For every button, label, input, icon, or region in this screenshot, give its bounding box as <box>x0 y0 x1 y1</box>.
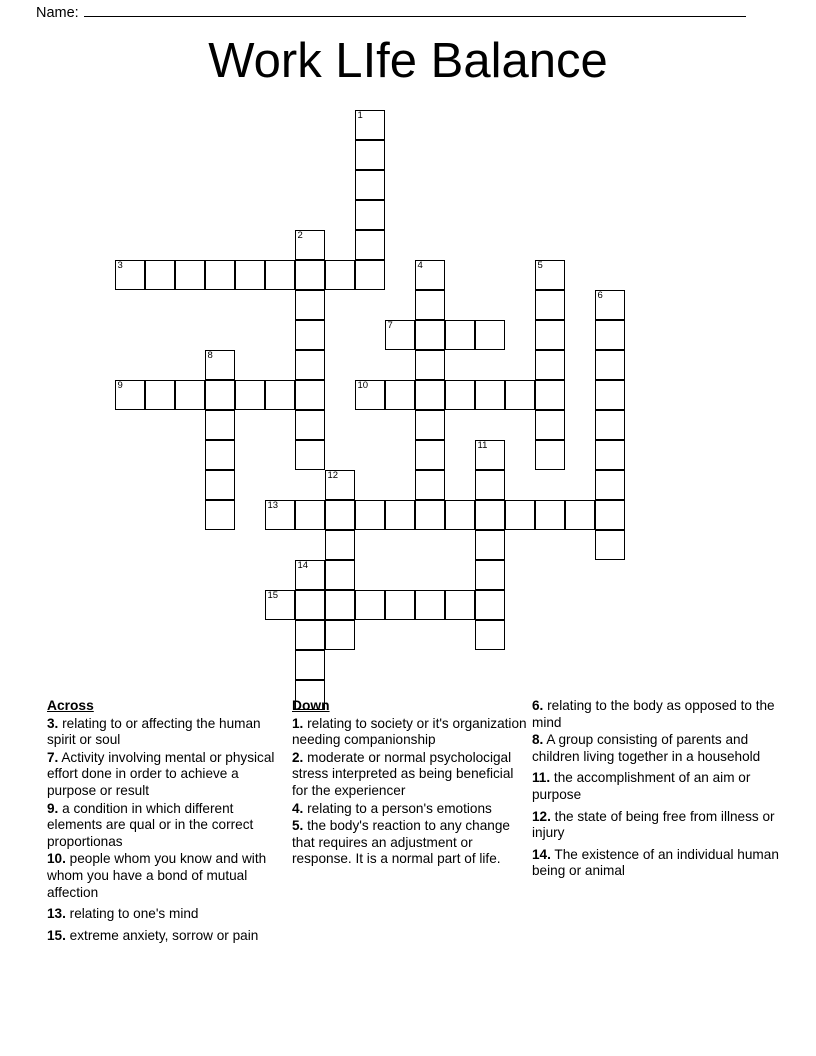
grid-cell[interactable] <box>595 440 625 470</box>
clue-text: moderate or normal psycholocigal stress interpreted as being beneficial for the experiencer <box>292 749 514 798</box>
grid-cell[interactable] <box>295 290 325 320</box>
clue-down-14[interactable] <box>532 847 782 880</box>
grid-cell-number: 2 <box>297 230 303 241</box>
grid-cell[interactable] <box>535 260 565 290</box>
grid-cell[interactable] <box>295 620 325 650</box>
grid-cell[interactable] <box>595 410 625 440</box>
grid-cell[interactable] <box>475 530 505 560</box>
grid-cell[interactable] <box>475 590 505 620</box>
clue-down-11[interactable] <box>532 770 782 803</box>
clue-number: 6. <box>532 698 544 713</box>
grid-cell-number: 11 <box>477 440 488 451</box>
grid-cell[interactable] <box>415 470 445 500</box>
clue-number: 8. <box>532 732 544 748</box>
clue-text: people whom you know and with whom you have a bond of mutual affection <box>47 851 267 900</box>
clue-down-1[interactable] <box>292 716 527 749</box>
name-label: Name: <box>36 5 79 21</box>
grid-cell[interactable] <box>595 350 625 380</box>
clue-across-9[interactable] <box>47 801 287 851</box>
grid-cell[interactable] <box>115 380 145 410</box>
grid-cell[interactable] <box>295 380 325 410</box>
clue-number: 11. <box>532 770 551 786</box>
grid-cell[interactable] <box>355 260 385 290</box>
grid-cell-number: 14 <box>297 560 309 571</box>
grid-cell[interactable] <box>265 500 295 530</box>
grid-cell[interactable] <box>295 320 325 350</box>
clue-text: Activity involving mental or physical effort done in order to achieve a purpose or result <box>47 749 275 798</box>
grid-cell[interactable] <box>265 590 295 620</box>
grid-cell[interactable] <box>415 380 445 410</box>
grid-cell-number: 9 <box>117 380 123 391</box>
clue-across-15[interactable] <box>47 928 287 945</box>
grid-cell[interactable] <box>355 170 385 200</box>
grid-cell[interactable] <box>325 560 355 590</box>
grid-cell[interactable] <box>595 320 625 350</box>
grid-cell[interactable] <box>415 410 445 440</box>
grid-cell[interactable] <box>385 590 415 620</box>
grid-cell[interactable] <box>235 380 265 410</box>
grid-cell[interactable] <box>505 380 535 410</box>
grid-cell[interactable] <box>325 260 355 290</box>
clue-text: relating to society or it's organization needing companionship <box>292 715 527 748</box>
clue-text: The existence of an individual human being or animal <box>532 846 779 879</box>
grid-cell[interactable] <box>415 320 445 350</box>
grid-cell-number: 10 <box>357 380 369 391</box>
clue-number: 12. <box>532 808 551 824</box>
grid-cell[interactable] <box>595 290 625 320</box>
grid-cell[interactable] <box>235 260 265 290</box>
grid-cell[interactable] <box>475 560 505 590</box>
grid-cell[interactable] <box>535 320 565 350</box>
grid-cell[interactable] <box>325 500 355 530</box>
clue-number: 2. <box>292 749 304 765</box>
grid-cell[interactable] <box>295 350 325 380</box>
grid-cell[interactable] <box>415 350 445 380</box>
clue-number: 3. <box>47 715 59 731</box>
grid-cell[interactable] <box>535 350 565 380</box>
clue-across-13[interactable] <box>47 906 287 923</box>
grid-cell[interactable] <box>325 620 355 650</box>
clue-text: relating to a person's emotions <box>303 800 492 816</box>
grid-cell[interactable] <box>295 260 325 290</box>
grid-cell[interactable] <box>535 500 565 530</box>
clue-text: relating to one's mind <box>65 906 199 922</box>
clues-column-down-2 <box>532 698 782 881</box>
grid-cell[interactable] <box>265 260 295 290</box>
grid-cell[interactable] <box>535 290 565 320</box>
clue-text: a condition in which different elements are qual or in the correct proportionas <box>47 800 254 849</box>
grid-cell[interactable] <box>145 380 175 410</box>
grid-cell[interactable] <box>595 380 625 410</box>
grid-cell[interactable] <box>175 380 205 410</box>
clue-down-8[interactable] <box>532 732 782 765</box>
grid-cell-number: 1 <box>357 110 363 121</box>
clues-column-across <box>47 698 287 945</box>
grid-cell[interactable] <box>445 500 475 530</box>
grid-cell[interactable] <box>385 380 415 410</box>
grid-cell[interactable] <box>325 470 355 500</box>
grid-cell-number: 6 <box>597 290 603 301</box>
grid-cell[interactable] <box>205 350 235 380</box>
grid-cell-number: 4 <box>417 260 423 271</box>
clue-down-12[interactable] <box>532 809 782 842</box>
clue-across-7[interactable] <box>47 750 287 800</box>
grid-cell[interactable] <box>445 590 475 620</box>
grid-cell[interactable] <box>385 320 415 350</box>
grid-cell[interactable] <box>355 110 385 140</box>
grid-cell-number: 13 <box>267 500 279 511</box>
grid-cell[interactable] <box>535 380 565 410</box>
grid-cell[interactable] <box>475 470 505 500</box>
clues-section <box>0 698 816 945</box>
grid-cell[interactable] <box>295 590 325 620</box>
clue-number: 13. <box>47 906 66 922</box>
grid-cell[interactable] <box>445 380 475 410</box>
clue-down-4[interactable] <box>292 801 527 818</box>
grid-cell-number: 3 <box>117 260 123 271</box>
grid-cell[interactable] <box>415 290 445 320</box>
grid-cell[interactable] <box>475 380 505 410</box>
clue-down-6[interactable] <box>532 698 782 731</box>
clue-text: the accomplishment of an aim or purpose <box>532 770 751 802</box>
grid-cell[interactable] <box>175 260 205 290</box>
grid-cell-number: 15 <box>267 590 279 601</box>
clue-number: 7. <box>47 749 59 765</box>
grid-cell[interactable] <box>355 200 385 230</box>
grid-cell[interactable] <box>505 500 535 530</box>
grid-cell[interactable] <box>595 500 625 530</box>
grid-cell[interactable] <box>295 560 325 590</box>
grid-cell[interactable] <box>295 230 325 260</box>
clue-text: extreme anxiety, sorrow or pain <box>65 927 259 943</box>
grid-cell[interactable] <box>535 410 565 440</box>
clue-down-2[interactable] <box>292 750 527 800</box>
grid-cell[interactable] <box>415 590 445 620</box>
grid-cell[interactable] <box>295 440 325 470</box>
grid-cell[interactable] <box>595 470 625 500</box>
clue-number: 15. <box>47 927 66 943</box>
grid-cell[interactable] <box>415 260 445 290</box>
grid-cell[interactable] <box>415 440 445 470</box>
grid-cell[interactable] <box>475 320 505 350</box>
down-heading: Down <box>292 698 330 713</box>
grid-cell[interactable] <box>115 260 145 290</box>
grid-cell-number: 8 <box>207 350 213 361</box>
clue-number: 10. <box>47 851 66 867</box>
grid-cell[interactable] <box>295 650 325 680</box>
grid-cell[interactable] <box>325 530 355 560</box>
clue-across-3[interactable] <box>47 716 287 749</box>
grid-cell[interactable] <box>595 530 625 560</box>
grid-cell[interactable] <box>415 500 445 530</box>
grid-cell[interactable] <box>205 380 235 410</box>
grid-cell[interactable] <box>445 320 475 350</box>
grid-cell[interactable] <box>475 620 505 650</box>
grid-cell[interactable] <box>325 590 355 620</box>
clue-text: relating to the body as opposed to the mind <box>532 698 775 730</box>
clue-number: 14. <box>532 846 551 862</box>
clue-number: 1. <box>292 715 304 731</box>
grid-cell-number: 5 <box>537 260 543 271</box>
grid-cell[interactable] <box>355 590 385 620</box>
grid-cell[interactable] <box>205 260 235 290</box>
grid-cell-number: 12 <box>327 470 339 481</box>
clue-text: A group consisting of parents and children living together in a household <box>532 732 761 764</box>
grid-cell[interactable] <box>265 380 295 410</box>
grid-cell[interactable] <box>565 500 595 530</box>
grid-cell[interactable] <box>385 500 415 530</box>
grid-cell[interactable] <box>205 500 235 530</box>
grid-cell[interactable] <box>295 500 325 530</box>
clue-text: relating to or affecting the human spirit or soul <box>47 715 261 748</box>
clue-text: the body's reaction to any change that requires an adjustment or response. It is a normal part of life. <box>292 818 510 867</box>
grid-cell[interactable] <box>355 230 385 260</box>
grid-cell[interactable] <box>355 140 385 170</box>
clue-number: 4. <box>292 800 304 816</box>
clue-down-5[interactable] <box>292 818 527 868</box>
grid-cell[interactable] <box>475 440 505 470</box>
across-heading: Across <box>47 698 94 713</box>
clue-number: 9. <box>47 800 59 816</box>
grid-cell[interactable] <box>535 440 565 470</box>
grid-cell[interactable] <box>205 440 235 470</box>
grid-cell[interactable] <box>205 470 235 500</box>
grid-cell[interactable] <box>295 410 325 440</box>
page-title: Work LIfe Balance <box>208 34 608 88</box>
grid-cell[interactable] <box>475 500 505 530</box>
clue-number: 5. <box>292 818 304 834</box>
clue-text: the state of being free from illness or injury <box>532 808 775 841</box>
grid-cell[interactable] <box>145 260 175 290</box>
grid-cell[interactable] <box>205 410 235 440</box>
clue-across-10[interactable] <box>47 851 287 901</box>
grid-cell[interactable] <box>355 380 385 410</box>
grid-cell-number: 7 <box>387 320 393 331</box>
grid-cell[interactable] <box>355 500 385 530</box>
clues-column-down-1 <box>292 698 527 869</box>
